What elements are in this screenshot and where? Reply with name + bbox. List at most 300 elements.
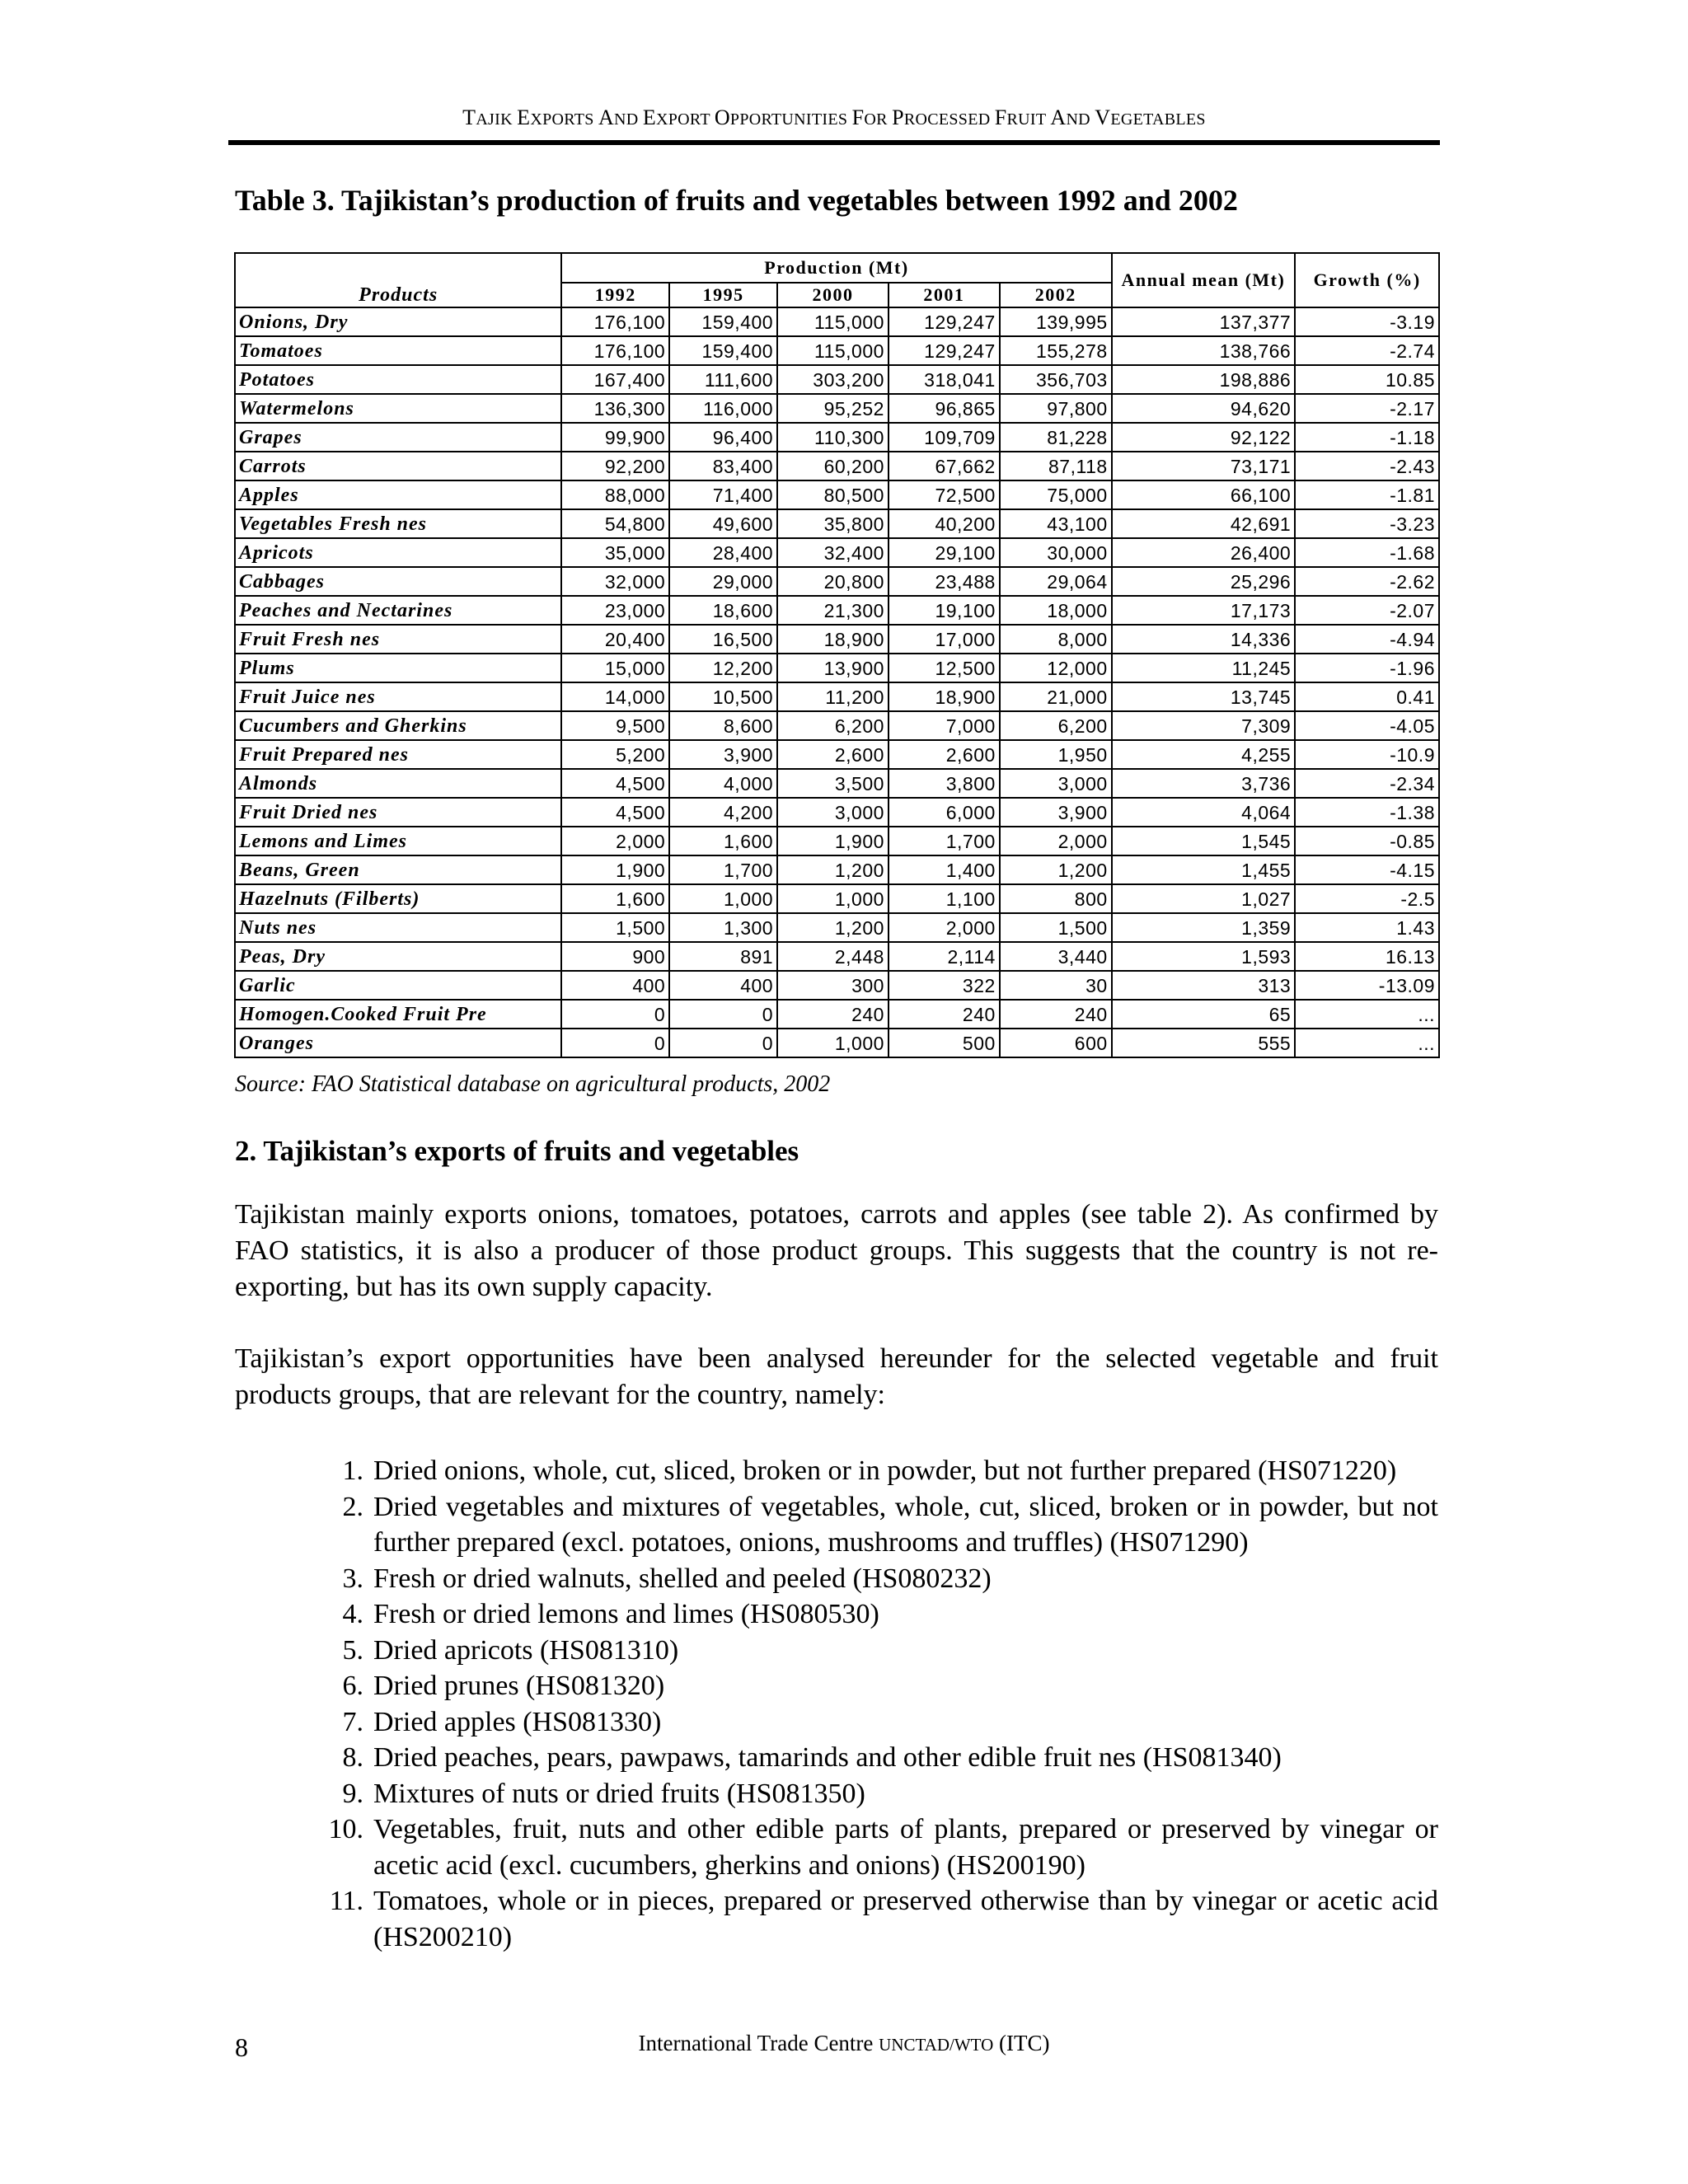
value-cell: 2,600 xyxy=(777,740,889,769)
products-header: Products xyxy=(235,253,561,307)
value-cell: 1,000 xyxy=(669,884,777,913)
value-cell: 1,900 xyxy=(561,855,669,884)
value-cell: 65 xyxy=(1112,1000,1296,1029)
list-item-number: 5. xyxy=(342,1634,363,1666)
value-cell: 240 xyxy=(777,1000,889,1029)
text-fragment: RUIT xyxy=(1006,110,1051,129)
value-cell: -2.62 xyxy=(1295,567,1439,596)
value-cell: 1,900 xyxy=(777,827,889,855)
text-fragment: A xyxy=(598,105,615,129)
value-cell: 4,200 xyxy=(669,798,777,827)
value-cell: 96,865 xyxy=(889,394,1000,423)
value-cell: 1,500 xyxy=(1000,913,1112,942)
year-header: 1992 xyxy=(561,283,669,307)
value-cell: 2,114 xyxy=(889,942,1000,971)
value-cell: 0 xyxy=(669,1029,777,1057)
value-cell: -3.19 xyxy=(1295,307,1439,336)
value-cell: 97,800 xyxy=(1000,394,1112,423)
value-cell: -2.34 xyxy=(1295,769,1439,798)
table-row xyxy=(235,682,1439,711)
value-cell: 1.43 xyxy=(1295,913,1439,942)
value-cell: 1,545 xyxy=(1112,827,1296,855)
table-row xyxy=(235,394,1439,423)
text-fragment: (ITC) xyxy=(993,2031,1050,2055)
value-cell: 54,800 xyxy=(561,509,669,538)
text-fragment: T xyxy=(462,105,476,129)
table-row xyxy=(235,452,1439,480)
value-cell: 3,000 xyxy=(777,798,889,827)
value-cell: 25,296 xyxy=(1112,567,1296,596)
value-cell: 3,000 xyxy=(1000,769,1112,798)
product-name-cell: Apples xyxy=(235,480,561,509)
value-cell: 12,000 xyxy=(1000,654,1112,682)
value-cell: 1,700 xyxy=(889,827,1000,855)
value-cell: -1.96 xyxy=(1295,654,1439,682)
text-fragment: V xyxy=(1095,105,1111,129)
value-cell: 176,100 xyxy=(561,336,669,365)
list-item xyxy=(324,1704,1438,1741)
text-fragment: XPORTS xyxy=(530,110,598,129)
value-cell: 1,950 xyxy=(1000,740,1112,769)
value-cell: 72,500 xyxy=(889,480,1000,509)
value-cell: 6,000 xyxy=(889,798,1000,827)
value-cell: -3.23 xyxy=(1295,509,1439,538)
product-name-cell: Oranges xyxy=(235,1029,561,1057)
value-cell: 139,995 xyxy=(1000,307,1112,336)
list-item-text: Dried apples (HS081330) xyxy=(373,1706,662,1737)
text-fragment: International Trade Centre xyxy=(638,2031,879,2055)
text-fragment: ND xyxy=(1066,110,1095,129)
value-cell: 2,448 xyxy=(777,942,889,971)
value-cell: 138,766 xyxy=(1112,336,1296,365)
value-cell: 4,500 xyxy=(561,798,669,827)
value-cell: 2,000 xyxy=(1000,827,1112,855)
value-cell: 400 xyxy=(561,971,669,1000)
value-cell: 7,000 xyxy=(889,711,1000,740)
value-cell: 99,900 xyxy=(561,423,669,452)
value-cell: 35,800 xyxy=(777,509,889,538)
table-row xyxy=(235,971,1439,1000)
value-cell: 240 xyxy=(1000,1000,1112,1029)
value-cell: 1,027 xyxy=(1112,884,1296,913)
value-cell: 29,100 xyxy=(889,538,1000,567)
table-row xyxy=(235,740,1439,769)
list-item-number: 4. xyxy=(342,1599,363,1629)
product-name-cell: Onions, Dry xyxy=(235,307,561,336)
value-cell: 137,377 xyxy=(1112,307,1296,336)
value-cell: 75,000 xyxy=(1000,480,1112,509)
value-cell: 32,400 xyxy=(777,538,889,567)
value-cell: 10.85 xyxy=(1295,365,1439,394)
table-row xyxy=(235,1029,1439,1057)
list-item-text: Dried vegetables and mixtures of vegetables, whole, cut, sliced, broken or in powder, but not further prepared (excl. potatoes, onions, mushrooms and truffles) (HS071290) xyxy=(373,1491,1438,1558)
table-source-note: Source: FAO Statistical database on agricultural products, 2002 xyxy=(235,1071,831,1097)
table-row xyxy=(235,769,1439,798)
text-fragment: F xyxy=(994,105,1007,129)
value-cell: 6,200 xyxy=(1000,711,1112,740)
list-item-text: Dried peaches, pears, pawpaws, tamarinds and other edible fruit nes (HS081340) xyxy=(373,1742,1282,1773)
table-row xyxy=(235,480,1439,509)
value-cell: 400 xyxy=(669,971,777,1000)
value-cell: 800 xyxy=(1000,884,1112,913)
table-row xyxy=(235,942,1439,971)
value-cell: 10,500 xyxy=(669,682,777,711)
value-cell: 900 xyxy=(561,942,669,971)
value-cell: 115,000 xyxy=(777,336,889,365)
value-cell: 129,247 xyxy=(889,336,1000,365)
product-name-cell: Peaches and Nectarines xyxy=(235,596,561,625)
value-cell: 5,200 xyxy=(561,740,669,769)
product-name-cell: Garlic xyxy=(235,971,561,1000)
value-cell: 18,900 xyxy=(777,625,889,654)
product-name-cell: Fruit Fresh nes xyxy=(235,625,561,654)
value-cell: 1,200 xyxy=(777,855,889,884)
product-name-cell: Cucumbers and Gherkins xyxy=(235,711,561,740)
product-name-cell: Watermelons xyxy=(235,394,561,423)
value-cell: 1,300 xyxy=(669,913,777,942)
value-cell: 83,400 xyxy=(669,452,777,480)
value-cell: 500 xyxy=(889,1029,1000,1057)
value-cell: -1.81 xyxy=(1295,480,1439,509)
paragraph: Tajikistan’s export opportunities have been analysed hereunder for the selected vegetable and fruit products groups, that are relevant for the country, namely: xyxy=(235,1343,1438,1410)
list-item xyxy=(324,1453,1438,1489)
value-cell: 73,171 xyxy=(1112,452,1296,480)
value-cell: 29,000 xyxy=(669,567,777,596)
table-row xyxy=(235,798,1439,827)
text-fragment: O xyxy=(714,105,730,129)
text-fragment: E xyxy=(642,105,656,129)
list-item xyxy=(324,1883,1438,1955)
value-cell: 1,200 xyxy=(777,913,889,942)
list-item-text: Dried apricots (HS081310) xyxy=(373,1634,679,1666)
value-cell: 16.13 xyxy=(1295,942,1439,971)
value-cell: 14,000 xyxy=(561,682,669,711)
value-cell: 95,252 xyxy=(777,394,889,423)
value-cell: 23,000 xyxy=(561,596,669,625)
value-cell: 0 xyxy=(669,1000,777,1029)
value-cell: 115,000 xyxy=(777,307,889,336)
value-cell: 88,000 xyxy=(561,480,669,509)
value-cell: 2,000 xyxy=(889,913,1000,942)
value-cell: 81,228 xyxy=(1000,423,1112,452)
text-fragment: UNCTAD/WTO xyxy=(879,2035,994,2055)
value-cell: 80,500 xyxy=(777,480,889,509)
value-cell: 1,600 xyxy=(561,884,669,913)
value-cell: 16,500 xyxy=(669,625,777,654)
value-cell: 0 xyxy=(561,1029,669,1057)
value-cell: 3,500 xyxy=(777,769,889,798)
table-row xyxy=(235,596,1439,625)
table-row xyxy=(235,538,1439,567)
page-number: 8 xyxy=(235,2032,248,2062)
text-fragment: PPORTUNITIES xyxy=(729,110,852,129)
list-item-text: Mixtures of nuts or dried fruits (HS081350) xyxy=(373,1778,865,1809)
year-header: 1995 xyxy=(669,283,777,307)
value-cell: 26,400 xyxy=(1112,538,1296,567)
value-cell: 9,500 xyxy=(561,711,669,740)
value-cell: -4.15 xyxy=(1295,855,1439,884)
value-cell: 15,000 xyxy=(561,654,669,682)
value-cell: 1,359 xyxy=(1112,913,1296,942)
value-cell: 32,000 xyxy=(561,567,669,596)
value-cell: -0.85 xyxy=(1295,827,1439,855)
value-cell: 0 xyxy=(561,1000,669,1029)
value-cell: 176,100 xyxy=(561,307,669,336)
running-header xyxy=(228,105,1440,130)
value-cell: 30,000 xyxy=(1000,538,1112,567)
text-fragment: XPORT xyxy=(656,110,715,129)
list-item-number: 8. xyxy=(342,1742,363,1773)
value-cell: 303,200 xyxy=(777,365,889,394)
list-item-number: 10. xyxy=(328,1814,363,1844)
value-cell: 94,620 xyxy=(1112,394,1296,423)
value-cell: 21,000 xyxy=(1000,682,1112,711)
value-cell: 18,900 xyxy=(889,682,1000,711)
value-cell: 42,691 xyxy=(1112,509,1296,538)
value-cell: 1,593 xyxy=(1112,942,1296,971)
value-cell: 3,736 xyxy=(1112,769,1296,798)
table-row xyxy=(235,1000,1439,1029)
value-cell: 1,600 xyxy=(669,827,777,855)
value-cell: 11,200 xyxy=(777,682,889,711)
value-cell: 322 xyxy=(889,971,1000,1000)
list-item-number: 1. xyxy=(342,1455,363,1486)
product-name-cell: Plums xyxy=(235,654,561,682)
value-cell: 111,600 xyxy=(669,365,777,394)
list-item-text: Fresh or dried walnuts, shelled and peeled (HS080232) xyxy=(373,1563,992,1594)
value-cell: 7,309 xyxy=(1112,711,1296,740)
section-heading: 2. Tajikistan’s exports of fruits and vegetables xyxy=(235,1135,799,1167)
value-cell: 20,400 xyxy=(561,625,669,654)
value-cell: 4,255 xyxy=(1112,740,1296,769)
value-cell: 8,000 xyxy=(1000,625,1112,654)
text-fragment: AJIK xyxy=(476,110,518,129)
value-cell: 28,400 xyxy=(669,538,777,567)
table-row xyxy=(235,654,1439,682)
value-cell: -1.68 xyxy=(1295,538,1439,567)
product-name-cell: Grapes xyxy=(235,423,561,452)
product-name-cell: Peas, Dry xyxy=(235,942,561,971)
list-item-text: Tomatoes, whole or in pieces, prepared or preserved otherwise than by vinegar or acetic acid (HS200210) xyxy=(373,1886,1438,1952)
product-name-cell: Nuts nes xyxy=(235,913,561,942)
hs-code-list xyxy=(324,1453,1438,1955)
value-cell: 17,173 xyxy=(1112,596,1296,625)
value-cell: 110,300 xyxy=(777,423,889,452)
text-fragment: F xyxy=(851,105,865,129)
list-item-number: 2. xyxy=(342,1491,363,1522)
list-item-text: Dried onions, whole, cut, sliced, broken or in powder, but not further prepared (HS071220) xyxy=(373,1455,1397,1486)
value-cell: 8,600 xyxy=(669,711,777,740)
value-cell: 318,041 xyxy=(889,365,1000,394)
value-cell: 92,200 xyxy=(561,452,669,480)
table-row xyxy=(235,509,1439,538)
list-item xyxy=(324,1596,1438,1633)
value-cell: 43,100 xyxy=(1000,509,1112,538)
product-name-cell: Beans, Green xyxy=(235,855,561,884)
value-cell: 167,400 xyxy=(561,365,669,394)
product-name-cell: Carrots xyxy=(235,452,561,480)
text-fragment: A xyxy=(1050,105,1067,129)
year-header: 2002 xyxy=(1000,283,1112,307)
product-name-cell: Homogen.Cooked Fruit Pre xyxy=(235,1000,561,1029)
value-cell: -1.38 xyxy=(1295,798,1439,827)
value-cell: ... xyxy=(1295,1000,1439,1029)
table-row xyxy=(235,336,1439,365)
value-cell: 300 xyxy=(777,971,889,1000)
growth-header: Growth (%) xyxy=(1295,253,1439,307)
value-cell: 159,400 xyxy=(669,336,777,365)
list-item-number: 6. xyxy=(342,1671,363,1701)
value-cell: 116,000 xyxy=(669,394,777,423)
list-item xyxy=(324,1668,1438,1704)
list-item xyxy=(324,1740,1438,1776)
value-cell: -4.94 xyxy=(1295,625,1439,654)
table-row xyxy=(235,827,1439,855)
value-cell: 60,200 xyxy=(777,452,889,480)
value-cell: 18,000 xyxy=(1000,596,1112,625)
table-row xyxy=(235,567,1439,596)
product-name-cell: Vegetables Fresh nes xyxy=(235,509,561,538)
value-cell: 40,200 xyxy=(889,509,1000,538)
table-title: Table 3. Tajikistan’s production of fruits and vegetables between 1992 and 2002 xyxy=(235,184,1238,217)
value-cell: -4.05 xyxy=(1295,711,1439,740)
list-item-number: 7. xyxy=(342,1706,363,1737)
value-cell: -2.07 xyxy=(1295,596,1439,625)
value-cell: 13,900 xyxy=(777,654,889,682)
value-cell: 87,118 xyxy=(1000,452,1112,480)
value-cell: 2,600 xyxy=(889,740,1000,769)
value-cell: 891 xyxy=(669,942,777,971)
value-cell: 49,600 xyxy=(669,509,777,538)
text-fragment: ROCESSED xyxy=(903,110,995,129)
value-cell: 155,278 xyxy=(1000,336,1112,365)
product-name-cell: Potatoes xyxy=(235,365,561,394)
text-fragment: ND xyxy=(614,110,643,129)
value-cell: 1,000 xyxy=(777,1029,889,1057)
list-item xyxy=(324,1633,1438,1669)
table-row xyxy=(235,423,1439,452)
table-row xyxy=(235,365,1439,394)
value-cell: 0.41 xyxy=(1295,682,1439,711)
table-row xyxy=(235,884,1439,913)
value-cell: 21,300 xyxy=(777,596,889,625)
table-row xyxy=(235,307,1439,336)
value-cell: ... xyxy=(1295,1029,1439,1057)
list-item-text: Vegetables, fruit, nuts and other edible parts of plants, prepared or preserved by vinegar or acetic acid (excl. cucumbers, gherkins and onions) (HS200190) xyxy=(373,1814,1438,1881)
product-name-cell: Fruit Dried nes xyxy=(235,798,561,827)
value-cell: 29,064 xyxy=(1000,567,1112,596)
list-item xyxy=(324,1561,1438,1597)
value-cell: 555 xyxy=(1112,1029,1296,1057)
value-cell: 356,703 xyxy=(1000,365,1112,394)
value-cell: 12,200 xyxy=(669,654,777,682)
table-row xyxy=(235,855,1439,884)
value-cell: 4,500 xyxy=(561,769,669,798)
value-cell: 96,400 xyxy=(669,423,777,452)
value-cell: 2,000 xyxy=(561,827,669,855)
value-cell: 136,300 xyxy=(561,394,669,423)
production-table xyxy=(234,252,1440,1058)
value-cell: -1.18 xyxy=(1295,423,1439,452)
product-name-cell: Fruit Prepared nes xyxy=(235,740,561,769)
footer-text xyxy=(0,2031,1688,2056)
value-cell: 6,200 xyxy=(777,711,889,740)
paragraph: Tajikistan mainly exports onions, tomatoes, potatoes, carrots and apples (see table 2). As confirmed by FAO statistics, it is also a producer of those product groups. This suggests that the country is not re-exporting, but has its own supply capacity. xyxy=(235,1199,1438,1302)
value-cell: 17,000 xyxy=(889,625,1000,654)
table-row xyxy=(235,711,1439,740)
list-item-number: 9. xyxy=(342,1778,363,1809)
value-cell: 66,100 xyxy=(1112,480,1296,509)
value-cell: 4,000 xyxy=(669,769,777,798)
product-name-cell: Cabbages xyxy=(235,567,561,596)
value-cell: 198,886 xyxy=(1112,365,1296,394)
value-cell: 1,500 xyxy=(561,913,669,942)
value-cell: 3,440 xyxy=(1000,942,1112,971)
value-cell: 18,600 xyxy=(669,596,777,625)
value-cell: 12,500 xyxy=(889,654,1000,682)
list-item-number: 3. xyxy=(342,1563,363,1594)
value-cell: 92,122 xyxy=(1112,423,1296,452)
value-cell: 3,800 xyxy=(889,769,1000,798)
value-cell: -2.5 xyxy=(1295,884,1439,913)
year-header: 2001 xyxy=(889,283,1000,307)
value-cell: -2.43 xyxy=(1295,452,1439,480)
value-cell: 23,488 xyxy=(889,567,1000,596)
annual-mean-header: Annual mean (Mt) xyxy=(1112,253,1296,307)
value-cell: 109,709 xyxy=(889,423,1000,452)
product-name-cell: Lemons and Limes xyxy=(235,827,561,855)
list-item-text: Fresh or dried lemons and limes (HS080530) xyxy=(373,1599,879,1629)
table-row xyxy=(235,913,1439,942)
list-item xyxy=(324,1811,1438,1883)
value-cell: -2.74 xyxy=(1295,336,1439,365)
list-item-text: Dried prunes (HS081320) xyxy=(373,1671,665,1701)
value-cell: 13,745 xyxy=(1112,682,1296,711)
product-name-cell: Tomatoes xyxy=(235,336,561,365)
value-cell: -13.09 xyxy=(1295,971,1439,1000)
value-cell: 600 xyxy=(1000,1029,1112,1057)
value-cell: 1,200 xyxy=(1000,855,1112,884)
list-item xyxy=(324,1489,1438,1561)
header-rule xyxy=(228,140,1440,145)
value-cell: 1,100 xyxy=(889,884,1000,913)
value-cell: 1,455 xyxy=(1112,855,1296,884)
value-cell: 20,800 xyxy=(777,567,889,596)
value-cell: 159,400 xyxy=(669,307,777,336)
text-fragment: E xyxy=(517,105,531,129)
value-cell: -2.17 xyxy=(1295,394,1439,423)
product-name-cell: Hazelnuts (Filberts) xyxy=(235,884,561,913)
product-name-cell: Almonds xyxy=(235,769,561,798)
value-cell: 1,700 xyxy=(669,855,777,884)
value-cell: 19,100 xyxy=(889,596,1000,625)
product-name-cell: Apricots xyxy=(235,538,561,567)
value-cell: 1,400 xyxy=(889,855,1000,884)
value-cell: 4,064 xyxy=(1112,798,1296,827)
year-header: 2000 xyxy=(777,283,889,307)
product-name-cell: Fruit Juice nes xyxy=(235,682,561,711)
value-cell: 240 xyxy=(889,1000,1000,1029)
table-row xyxy=(235,625,1439,654)
value-cell: 35,000 xyxy=(561,538,669,567)
list-item-number: 11. xyxy=(329,1886,363,1916)
production-group-header: Production (Mt) xyxy=(561,253,1111,283)
value-cell: 3,900 xyxy=(1000,798,1112,827)
value-cell: 129,247 xyxy=(889,307,1000,336)
value-cell: 67,662 xyxy=(889,452,1000,480)
value-cell: 30 xyxy=(1000,971,1112,1000)
value-cell: 313 xyxy=(1112,971,1296,1000)
